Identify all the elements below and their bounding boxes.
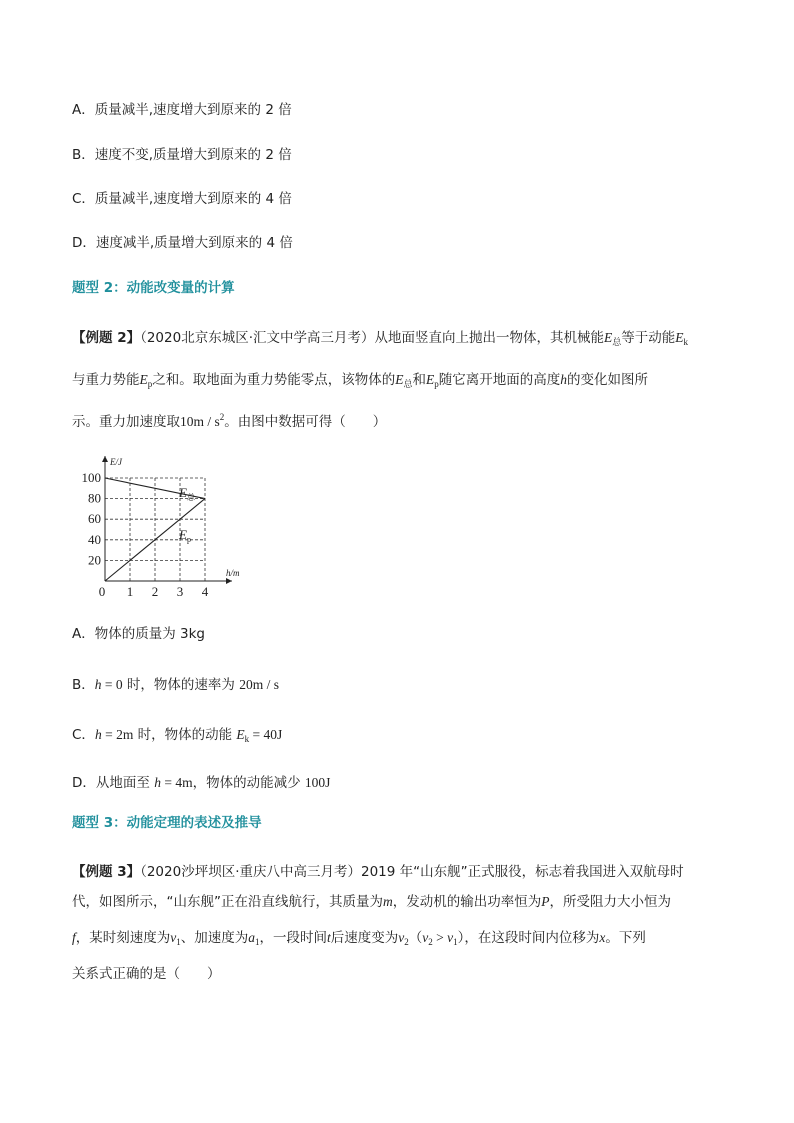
y-tick-label: 100 — [81, 470, 101, 485]
y-tick-label: 60 — [88, 511, 101, 527]
x-tick-label: 2 — [151, 584, 159, 598]
x-tick-label: 1 — [126, 584, 134, 598]
example2-line2: 与重力势能$E_p$之和。取地面为重力势能零点，该物体的$E_总$和$E_p$随它离开地面的高度h的变化如图所 — [72, 372, 649, 390]
x-tick-label: 0 — [98, 584, 106, 598]
example3-line2: 代，如图所示，“山东舰”正在沿直线航行，其质量为m，发动机的输出功率恒为P，所受阻力大小恒为 — [72, 894, 671, 910]
x-axis-arrow — [226, 578, 232, 584]
y-tick-label: 40 — [88, 531, 101, 547]
q2-option-c: C．h = 2m 时，物体的动能 $E_k = 40J$ — [72, 727, 283, 744]
option-b: B．速度不变,质量增大到原来的 2 倍 — [72, 147, 292, 163]
y-axis-label: E/J — [110, 457, 122, 467]
example2-line1: 【例题 2】（2020北京东城区·汇文中学高三月考）从地面竖直向上抛出一物体，其机械能$E_总$等于动能$E_k$ — [72, 330, 689, 348]
example2-line3: 示。重力加速度取$10m / s^2$。由图中数据可得（ ） — [72, 412, 387, 430]
series-label-sub: 总 — [186, 493, 195, 502]
example-tag: 【例题 2】 — [72, 330, 141, 346]
x-tick-label: 3 — [176, 584, 184, 598]
chart-axes — [102, 456, 232, 584]
q2-option-d: D．从地面至 h = 4m，物体的动能减少 100J — [72, 775, 331, 791]
y-tick-label: 20 — [88, 552, 101, 568]
series-label-0: $E_总$ — [179, 485, 195, 502]
example3-line1: 【例题 3】（2020沙坪坝区·重庆八中高三月考）2019 年“山东舰”正式服役，标志着我国进入双航母时 — [72, 864, 684, 880]
x-tick-label: 4 — [201, 584, 209, 598]
option-d: D．速度减半,质量增大到原来的 4 倍 — [72, 235, 293, 251]
section-title-2: 题型 2：动能改变量的计算 — [72, 280, 235, 296]
q2-option-b: B．h = 0 时，物体的速率为 20m / s — [72, 677, 279, 693]
q2-option-a: A．物体的质量为 3kg — [72, 626, 206, 642]
x-axis-label: h/m — [226, 568, 240, 578]
series-label-sub: p — [186, 535, 191, 544]
section-title-3: 题型 3：动能定理的表述及推导 — [72, 815, 262, 831]
y-axis-arrow — [102, 456, 108, 462]
example-source: （2020北京东城区·汇文中学高三月考） — [140, 330, 375, 346]
option-c: C．质量减半,速度增大到原来的 4 倍 — [72, 191, 292, 207]
example3-line3: f，某时刻速度为$v_1$、加速度为$a_1$，一段时间t后速度变为$v_2(v_2 > v_1)$，在这段时间内位移为x。下列 — [72, 930, 646, 947]
example3-line4: 关系式正确的是（ ） — [72, 966, 221, 982]
option-a: A．质量减半,速度增大到原来的 2 倍 — [72, 102, 292, 118]
energy-height-chart — [72, 450, 247, 598]
y-tick-label: 80 — [88, 490, 101, 506]
series-label-1: $E_p$ — [179, 527, 191, 544]
